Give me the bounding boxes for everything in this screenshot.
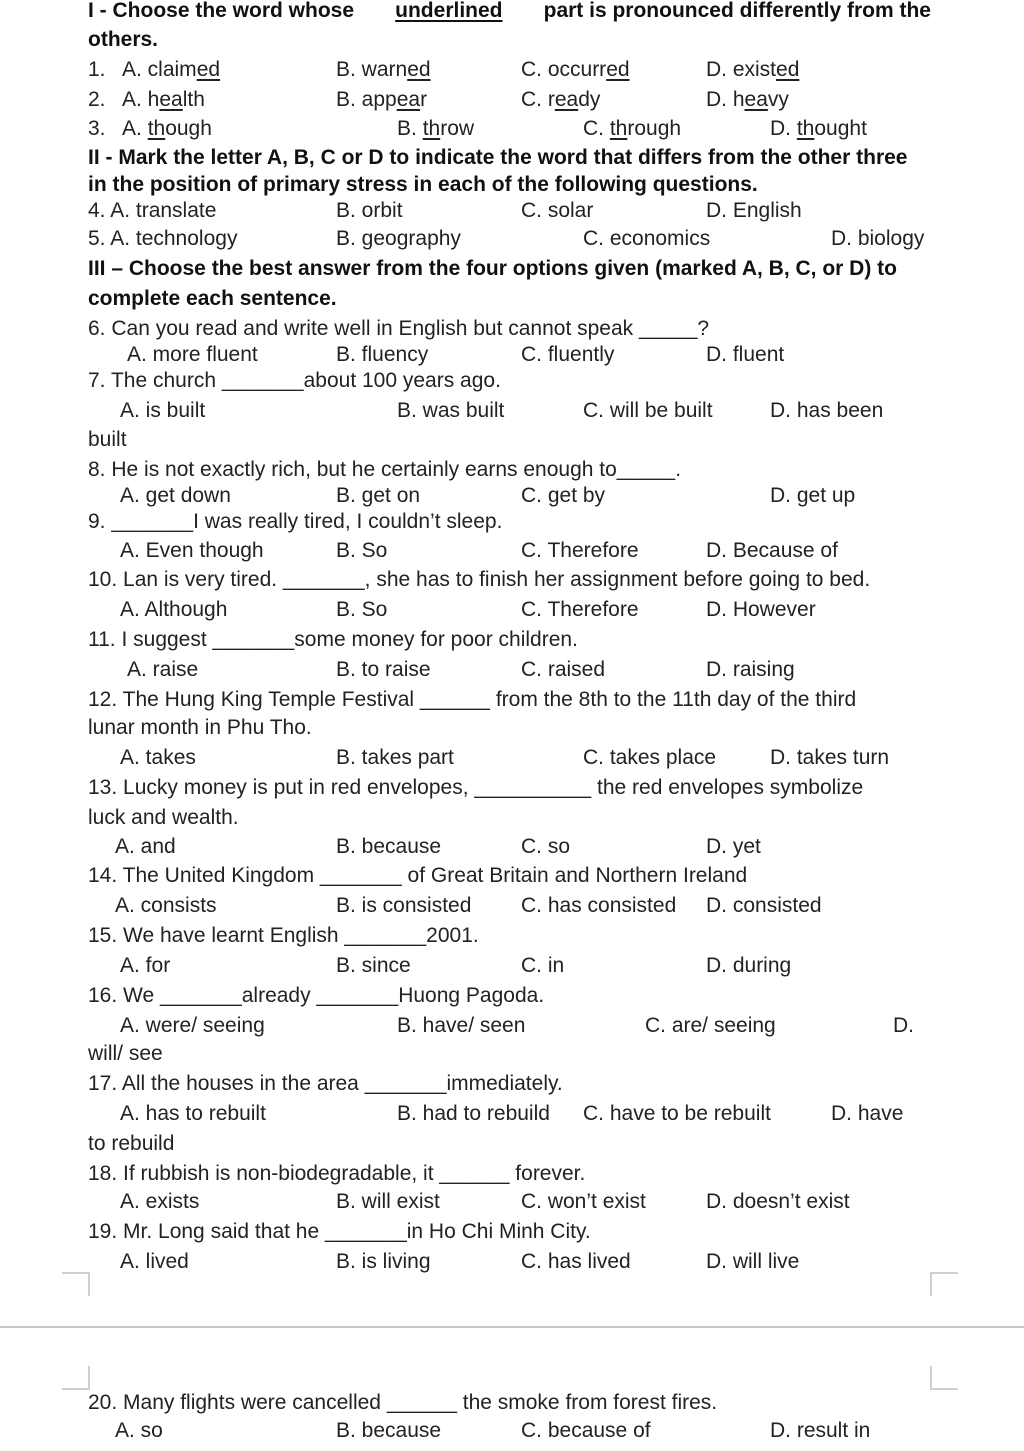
part1-prefix: I - Choose the word whose [88,0,355,22]
q3-c-text: C. [583,117,610,140]
q6-option-b: B. fluency [336,343,429,366]
q18-option-d: D. doesn’t exist [706,1190,850,1213]
q1-option-c [521,57,630,83]
q12-option-c: C. takes place [583,746,717,769]
page-corner-mark [930,1272,958,1296]
q2-option-c [521,87,600,113]
q13-stem: 13. Lucky money is put in red envelopes, __________ the red envelopes symbolize [88,776,864,799]
q13-option-b: B. because [336,835,442,858]
q5-option-d: D. biology [831,227,925,250]
q16-option-b: B. have/ seen [397,1014,526,1037]
part1-heading-line2: others. [88,28,159,51]
q1-option-d [706,57,799,83]
q1-b-underlined: ed [407,58,431,81]
q10-stem: 10. Lan is very tired. _______, she has to finish her assignment before going to bed. [88,568,871,591]
q3-a-text-end: ough [165,117,212,140]
q8-stem: 8. He is not exactly rich, but he certainly earns enough to_____. [88,458,682,481]
q18-option-a: A. exists [120,1190,200,1213]
q10-option-c: C. Therefore [521,598,639,621]
q3-a-underlined: th [147,117,166,140]
q12-option-a: A. takes [120,746,196,769]
q2-a-underlined: ea [159,88,183,111]
q19-option-c: C. has lived [521,1250,631,1273]
q3-d-underlined: th [796,117,815,140]
q15-option-a: A. for [120,954,171,977]
q3-c-text-end: rough [627,117,682,140]
q6-stem: 6. Can you read and write well in English but cannot speak _____? [88,317,710,340]
q13-stem-line2: luck and wealth. [88,806,239,829]
q7-option-d-continued: built [88,428,127,451]
page-corner-mark [62,1272,90,1296]
part3-heading: III – Choose the best answer from the four options given (marked A, B, C, or D) to [88,257,897,280]
q4-option-c: C. solar [521,199,594,222]
q19-option-a: A. lived [120,1250,189,1273]
q18-stem: 18. If rubbish is non-biodegradable, it ______ forever. [88,1162,586,1185]
q3-d-text: D. [770,117,797,140]
q8-option-c: C. get by [521,484,606,507]
part2-heading: II - Mark the letter A, B, C or D to indicate the word that differs from the other three [88,146,908,169]
q2-option-b [336,87,427,113]
q3-number: 3. [88,117,106,140]
q15-option-c: C. in [521,954,565,977]
page-corner-mark [62,1366,90,1390]
q10-option-b: B. So [336,598,388,621]
q1-d-underlined: ed [776,58,800,81]
q11-option-d: D. raising [706,658,795,681]
q9-option-d: D. Because of [706,539,838,562]
q20-option-a: A. so [115,1419,163,1442]
q20-option-d: D. result in [770,1419,871,1442]
q1-number: 1. [88,58,106,81]
q2-a-text-end: lth [182,88,205,111]
part1-underlined-word: underlined [395,0,503,22]
q14-option-d: D. consisted [706,894,822,917]
q12-stem-line2: lunar month in Phu Tho. [88,716,312,739]
q2-option-d [706,87,789,113]
q3-b-text: B. [397,117,423,140]
q2-c-text: C. r [521,88,555,111]
q9-option-b: B. So [336,539,388,562]
q20-option-c: C. because of [521,1419,651,1442]
q13-option-d: D. yet [706,835,761,858]
q10-option-a: A. Although [120,598,228,621]
q16-option-c: C. are/ seeing [645,1014,776,1037]
q15-option-d: D. during [706,954,792,977]
q15-option-b: B. since [336,954,411,977]
page-corner-mark [930,1366,958,1390]
q1-c-text: C. occurr [521,58,607,81]
q16-stem: 16. We _______already _______Huong Pagoda. [88,984,545,1007]
q9-stem: 9. _______I was really tired, I couldn’t sleep. [88,510,503,533]
q3-option-b [397,116,474,142]
q2-c-underlined: ea [554,88,579,111]
q5-option-b: B. geography [336,227,461,250]
q3-b-underlined: th [422,117,441,140]
q18-option-b: B. will exist [336,1190,440,1213]
q12-option-b: B. takes part [336,746,454,769]
q8-option-b: B. get on [336,484,421,507]
q4-option-a: 4. A. translate [88,199,217,222]
q8-option-d: D. get up [770,484,856,507]
part1-rest: part is pronounced differently from the [543,0,931,22]
q1-a-underlined: ed [196,58,221,81]
q17-option-c: C. have to be rebuilt [583,1102,771,1125]
q1-option-a [122,57,220,83]
q19-option-d: D. will live [706,1250,800,1273]
q3-a-text: A. [122,117,148,140]
q6-option-c: C. fluently [521,343,615,366]
q11-option-c: C. raised [521,658,606,681]
q1-b-text: B. warn [336,58,408,81]
part3-heading-line2: complete each sentence. [88,287,337,310]
q2-b-text: B. app [336,88,397,111]
q16-option-a: A. were/ seeing [120,1014,265,1037]
q17-option-d: D. have [831,1102,904,1125]
q16-option-d: D. [893,1014,914,1037]
q2-d-text-end: vy [767,88,789,111]
q12-option-d: D. takes turn [770,746,890,769]
q2-a-text: A. h [122,88,160,111]
q10-option-d: D. However [706,598,816,621]
q2-d-text: D. h [706,88,745,111]
q4-option-d: D. English [706,199,802,222]
q1-a-text: A. claim [122,58,197,81]
q7-option-d: D. has been [770,399,884,422]
q16-option-d-continued: will/ see [88,1042,163,1065]
q20-option-b: B. because [336,1419,442,1442]
q6-option-a: A. more fluent [127,343,258,366]
q19-stem: 19. Mr. Long said that he _______in Ho Chi Minh City. [88,1220,591,1243]
q7-stem: 7. The church _______about 100 years ago. [88,369,501,392]
q17-option-d-continued: to rebuild [88,1132,175,1155]
q1-d-text: D. exist [706,58,777,81]
q11-option-b: B. to raise [336,658,431,681]
q5-option-a: 5. A. technology [88,227,238,250]
q11-stem: 11. I suggest _______some money for poor children. [88,628,578,651]
q15-stem: 15. We have learnt English _______2001. [88,924,479,947]
q7-option-b: B. was built [397,399,505,422]
q2-c-text-end: dy [578,88,601,111]
q7-option-c: C. will be built [583,399,713,422]
q14-stem: 14. The United Kingdom _______ of Great Britain and Northern Ireland [88,864,748,887]
page-break-divider [0,1326,1024,1328]
q13-option-a: A. and [115,835,176,858]
q17-stem: 17. All the houses in the area _______immediately. [88,1072,563,1095]
q2-d-underlined: ea [744,88,768,111]
q14-option-b: B. is consisted [336,894,472,917]
q19-option-b: B. is living [336,1250,431,1273]
q2-b-text-end: r [420,88,428,111]
q6-option-d: D. fluent [706,343,785,366]
q3-option-a [122,116,212,142]
q2-b-underlined: ea [396,88,421,111]
q14-option-c: C. has consisted [521,894,677,917]
q13-option-c: C. so [521,835,571,858]
q2-option-a [122,87,205,113]
q14-option-a: A. consists [115,894,217,917]
q3-b-text-end: row [440,117,475,140]
q3-option-d [770,116,867,142]
q17-option-b: B. had to rebuild [397,1102,550,1125]
q3-c-underlined: th [609,117,628,140]
q2-number: 2. [88,88,106,111]
part2-heading-line2: in the position of primary stress in each of the following questions. [88,173,758,196]
q7-option-a: A. is built [120,399,206,422]
q18-option-c: C. won’t exist [521,1190,646,1213]
part1-heading [88,0,931,24]
q1-c-underlined: ed [606,58,630,81]
q3-option-c [583,116,681,142]
q1-option-b [336,57,431,83]
q11-option-a: A. raise [127,658,199,681]
q9-option-a: A. Even though [120,539,264,562]
q20-stem: 20. Many flights were cancelled ______ the smoke from forest fires. [88,1391,718,1414]
q8-option-a: A. get down [120,484,231,507]
q3-d-text-end: ought [814,117,867,140]
q9-option-c: C. Therefore [521,539,639,562]
q12-stem: 12. The Hung King Temple Festival ______ from the 8th to the 11th day of the third [88,688,857,711]
q4-option-b: B. orbit [336,199,403,222]
q17-option-a: A. has to rebuilt [120,1102,266,1125]
q5-option-c: C. economics [583,227,711,250]
